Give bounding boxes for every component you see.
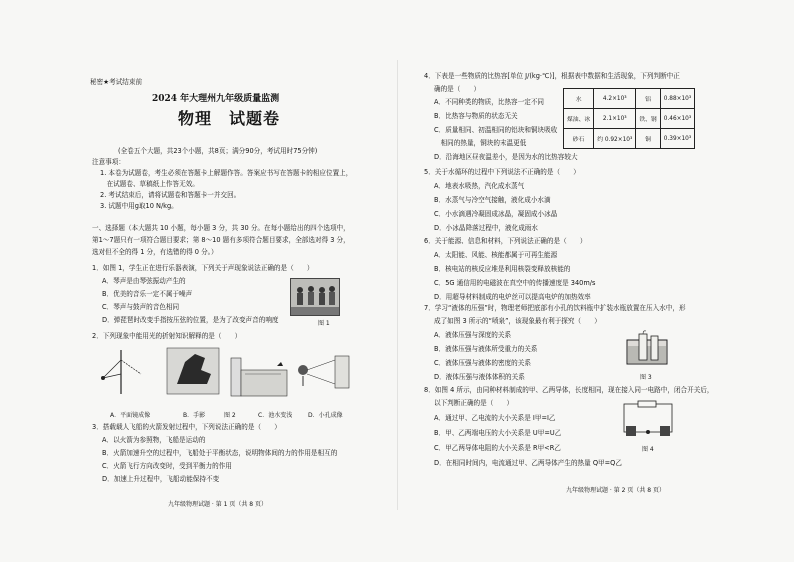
question-stem: 6．关于能源、信息和材料，下列说法正确的是（ ）: [424, 237, 587, 245]
figure-4-caption: 图 4: [642, 446, 654, 453]
question-stem: 8．如图 4 所示，由同种材料制成的甲、乙两导体，长度相同，现在接入同一电路中，闭合开关后，: [424, 386, 714, 394]
option: 相同的热量，铜块的末温更低: [434, 139, 527, 147]
figure-2-label-a: A．平面镜成像: [110, 412, 151, 419]
page-footer: 九年级物理试题 · 第 1 页（共 8 页）: [168, 501, 267, 508]
option: B．液体压强与液体所受重力的关系: [434, 345, 538, 353]
figure-2-label-c: C．池水变浅: [258, 412, 293, 419]
option: C．琴声与鼓声的音色相同: [102, 303, 180, 311]
option: C．甲乙两导体电阻的大小关系是 R甲<R乙: [434, 444, 561, 452]
option: A．地表水吸热，汽化成水蒸气: [434, 182, 525, 190]
section-header: 选对但不全的得 1 分，有选错的得 0 分。）: [92, 248, 218, 256]
table-cell: 铁、钢: [636, 109, 660, 129]
figure-2-illustrations: [95, 344, 357, 406]
question-stem: 3．搭载载人飞船的火箭发射过程中，下列说法正确的是（ ）: [92, 423, 281, 431]
option: B．甲、乙两端电压的大小关系是 U甲=U乙: [434, 429, 562, 437]
specific-heat-table: [563, 88, 695, 149]
option: D．小冰晶降落过程中，液化成雨水: [434, 224, 538, 232]
option: A．通过甲、乙电流的大小关系是 I甲=I乙: [434, 414, 556, 422]
page-footer: 九年级物理试题 · 第 2 页（共 8 页）: [566, 487, 665, 494]
option: A．太阳能、风能、核能都属于可再生能源: [434, 251, 558, 259]
figure-3-caption: 图 3: [640, 374, 652, 381]
note-line: 2. 考试结束后，请将试题卷和答题卡一并交回。: [100, 191, 241, 199]
option: C．小水滴遇冷凝固成冰晶，凝固成小冰晶: [434, 210, 558, 218]
question-stem: 2．下列现象中能用光的折射知识解释的是（ ）: [92, 332, 242, 340]
option: B．比热容与物质的状态无关: [434, 112, 518, 120]
question-stem-cont: 确的是（ ）: [434, 85, 481, 93]
table-cell: 铜: [636, 129, 660, 149]
option: A．不同种类的物质，比热容一定不同: [434, 98, 545, 106]
table-cell: 2.1×10³: [594, 109, 636, 129]
figure-4-circuit: [618, 396, 678, 440]
section-header: 一、选择题（本大题共 10 小题，每小题 3 分，共 30 分。在每小题给出的四个选项中，: [92, 224, 350, 232]
table-row: [564, 109, 695, 129]
secret-mark: 秘密★考试结束前: [90, 78, 143, 86]
option: C．5G 通信用的电磁波在真空中的传播速度是 340m/s: [434, 279, 596, 287]
table-row: [564, 89, 695, 109]
option: B．火箭加速升空的过程中，飞船处于平衡状态，说明物体间的力的作用是相互的: [102, 449, 338, 457]
exam-info: (全卷五个大题，共23个小题，共8页；满分90分，考试用时75分钟): [118, 147, 318, 155]
notes-heading: 注意事项：: [92, 158, 125, 166]
option: A．液体压强与深度的关系: [434, 331, 512, 339]
option: D．弹琵琶时改变手指按压弦的位置，是为了改变声音的响度: [102, 316, 279, 324]
note-line: 3. 试题中用g取10 N/kg。: [100, 202, 178, 210]
table-cell: 0.88×10³: [660, 89, 694, 109]
option: D．液体压强与液体体积的关系: [434, 373, 525, 381]
question-stem: 4．下表是一些物质的比热容[单位 J/(kg·℃)]，根据表中数据和生活现象，下列判断中正: [424, 72, 680, 80]
question-stem-cont: 成了如图 3 所示的“喷泉”，该现象最有利于探究（ ）: [434, 317, 601, 325]
option: D．用超导材料制成的电炉丝可以提高电炉的加热效率: [434, 293, 591, 301]
question-stem-cont: 以下判断正确的是（ ）: [434, 399, 514, 407]
table-cell: 铝: [636, 89, 660, 109]
subject-title: 物理 试题卷: [178, 109, 281, 128]
option: A．以火箭为参照物，飞船是运动的: [102, 436, 206, 444]
option: D．加速上升过程中，飞船动能保持不变: [102, 475, 220, 483]
section-header: 第1～7题只有一项符合题目要求；第 8～10 题有多项符合题目要求，全部选对得 3 分，: [92, 236, 350, 244]
table-cell: 4.2×10³: [594, 89, 636, 109]
question-stem: 1．如图 1，学生正在进行乐器表演，下列关于声现象说法正确的是（ ）: [92, 264, 314, 272]
option: D．在相同时间内，电流通过甲、乙两导体产生的热量 Q甲=Q乙: [434, 459, 622, 467]
table-cell: 砂石: [564, 129, 594, 149]
question-stem: 7．学习“液体的压强”时，物理老师把底部有小孔的饮料瓶中扩装水瓶放置在压入水中，形: [424, 304, 686, 312]
option: C．火箭飞行方向改变时，受到平衡力的作用: [102, 462, 232, 470]
table-cell: 约 0.92×10³: [594, 129, 636, 149]
note-line: 在试题卷、草稿纸上作答无效。: [100, 180, 199, 188]
option: B．优美的音乐一定不属于噪声: [102, 290, 193, 298]
option: B．水蒸气与冷空气接触，液化成小水滴: [434, 196, 551, 204]
table-cell: 煤油、冰: [564, 109, 594, 129]
exam-title: 2024 年大理州九年级质量监测: [152, 94, 280, 104]
table-cell: 水: [564, 89, 594, 109]
option: C．质量相同、初温相同的铝块和铜块吸收: [434, 126, 558, 134]
figure-2-label-b: B．手影: [183, 412, 206, 419]
figure-3-fountain: [625, 330, 669, 366]
option: A．琴声是由琴弦振动产生的: [102, 277, 186, 285]
question-stem: 5．关于水循环的过程中下列说法不正确的是（ ）: [424, 168, 580, 176]
table-cell: 0.39×10³: [660, 129, 694, 149]
option: B．核电站的核反应堆是利用核裂变释放核能的: [434, 265, 571, 273]
note-line: 1. 本卷为试题卷，考生必须在答题卡上解题作答。答案应书写在答题卡的相应位置上，: [100, 169, 353, 177]
option: D．沿海地区昼夜温差小，是因为水的比热容较大: [434, 153, 578, 161]
option: C．液体压强与液体的密度的关系: [434, 359, 531, 367]
figure-1-caption: 图 1: [318, 320, 330, 327]
table-cell: 0.46×10³: [660, 109, 694, 129]
figure-1-photo: [290, 278, 340, 316]
figure-2-caption: 图 2: [224, 412, 236, 419]
figure-2-label-d: D．小孔成像: [308, 412, 343, 419]
table-row: [564, 129, 695, 149]
